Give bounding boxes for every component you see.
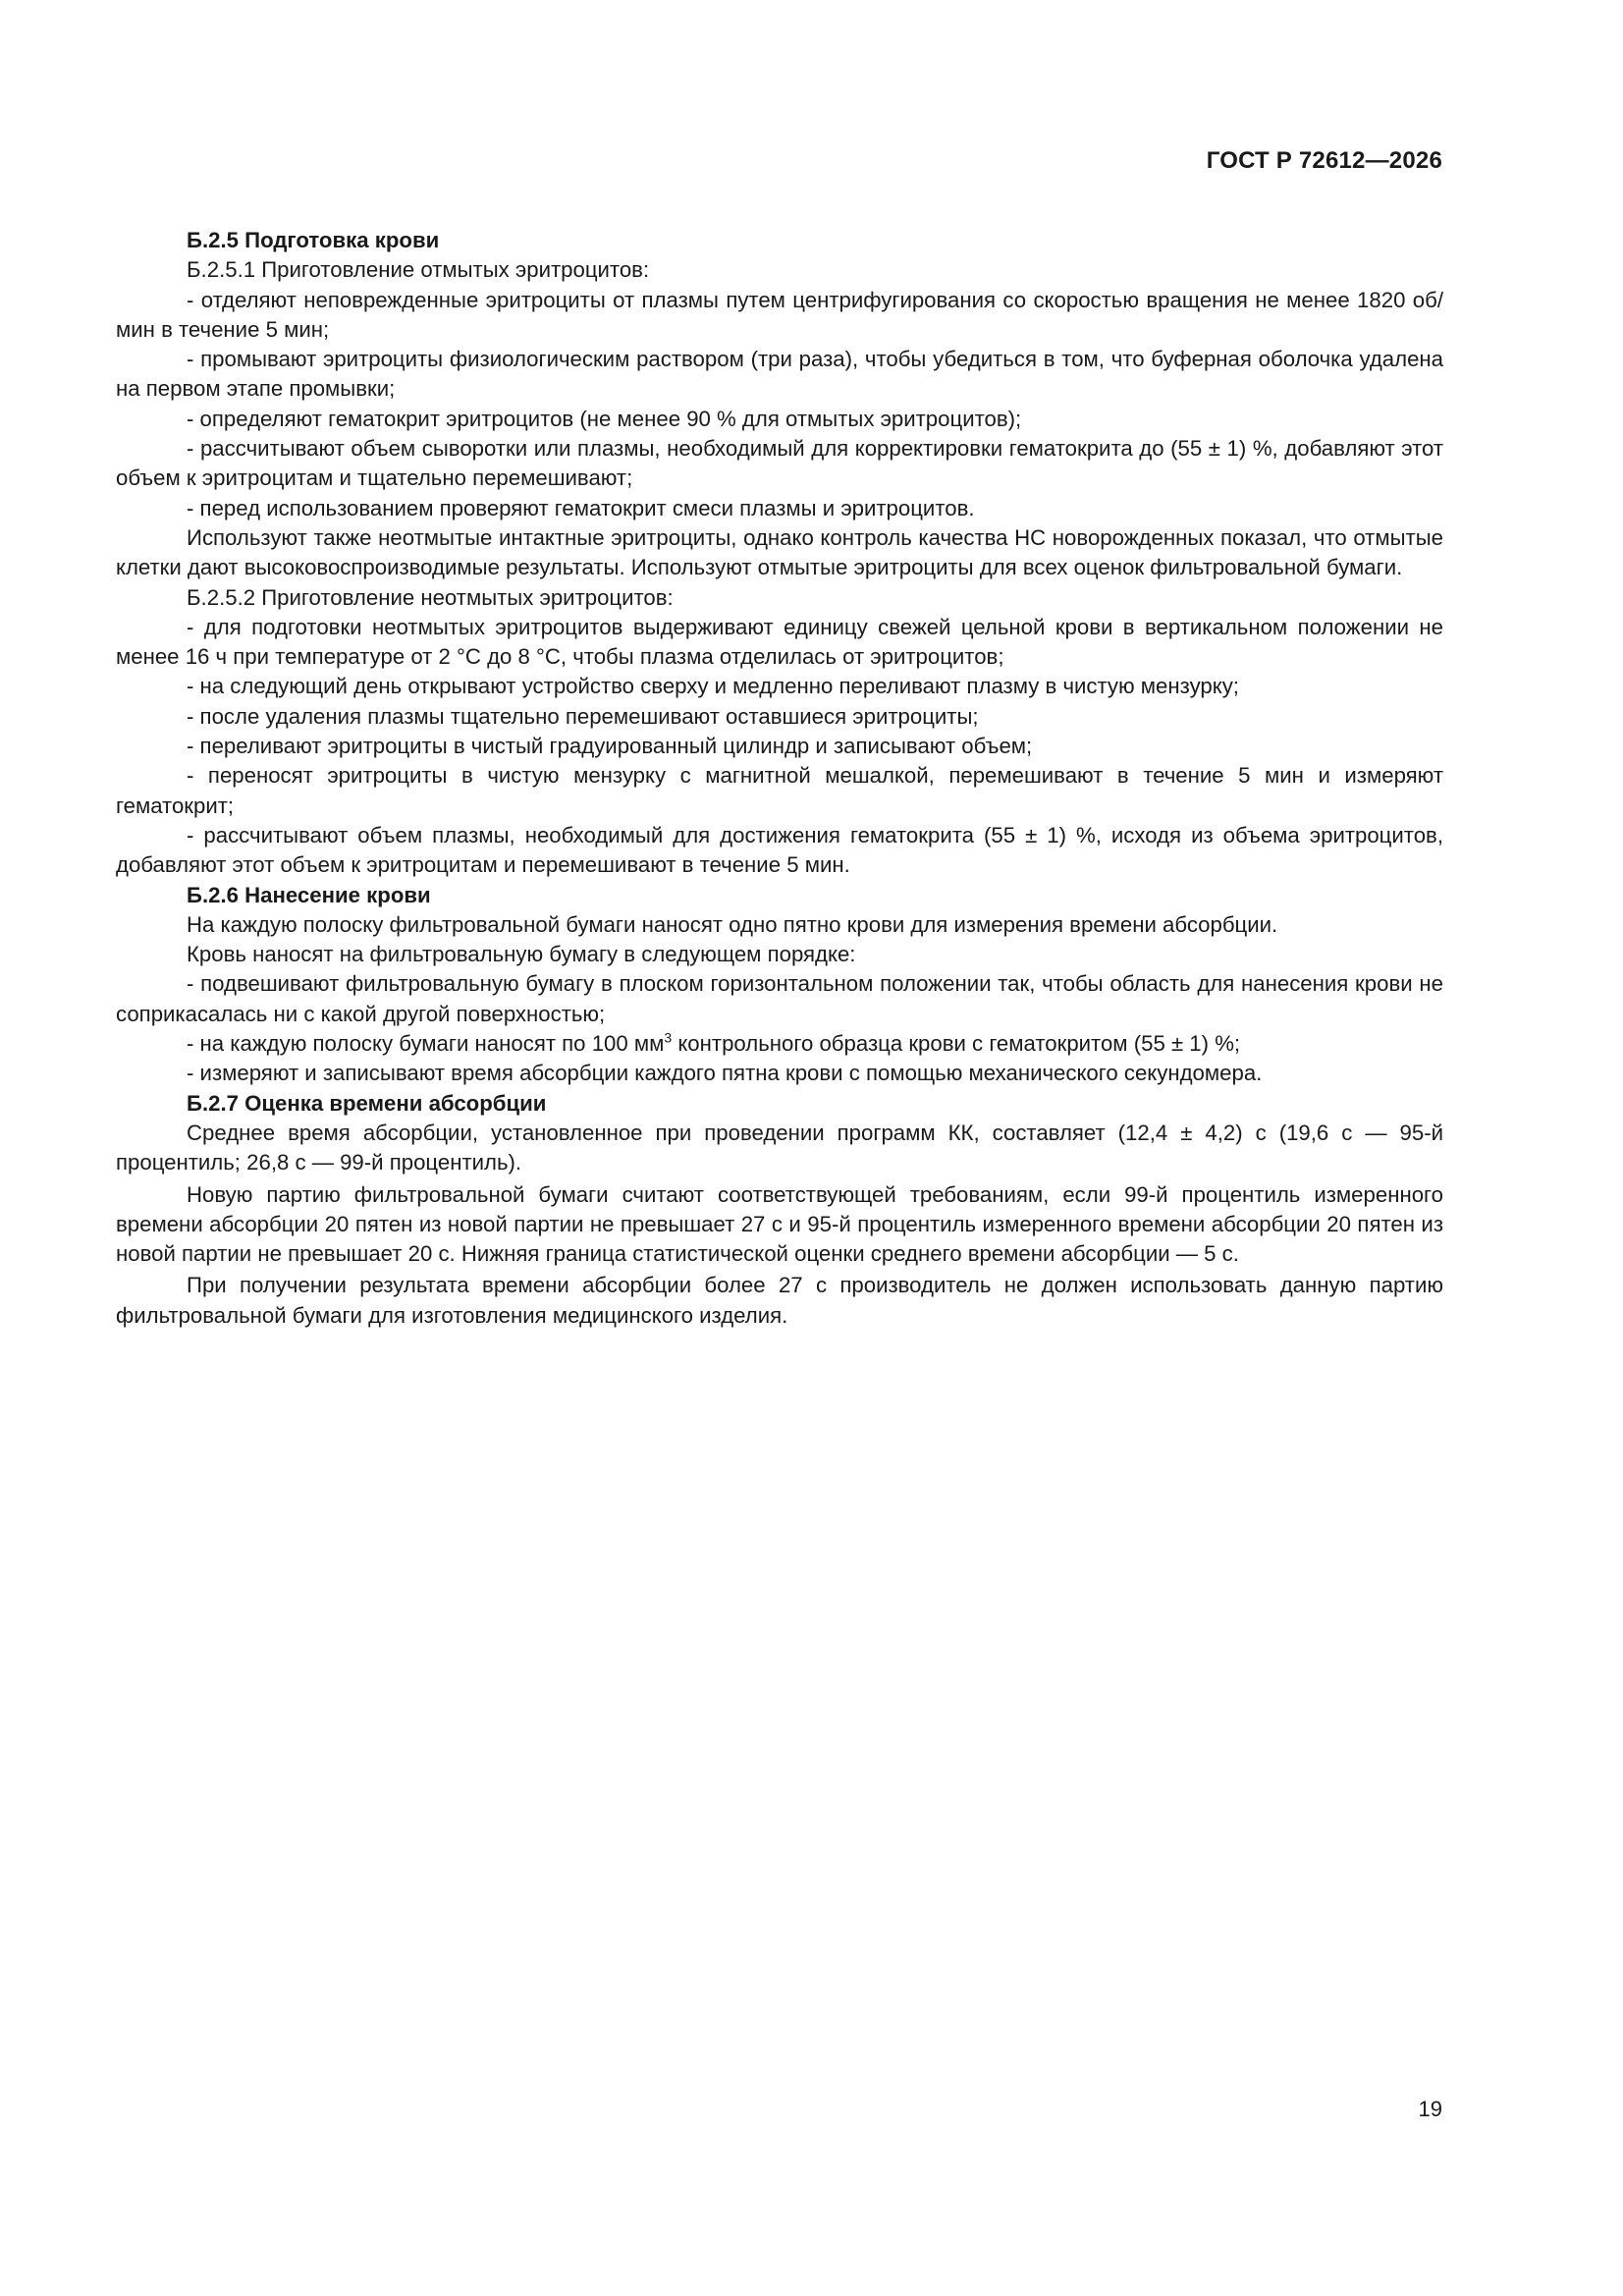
list-item: - отделяют неповрежденные эритроциты от плазмы путем центрифугирования со скоростью вращения не менее 1820 об/мин в течение 5 мин; [116, 287, 1443, 342]
list-item: - рассчитывают объем сыворотки или плазмы, необходимый для корректировки гематокрита до (55 ± 1) %, добавляют этот объем к эритроцитам и тщательно перемешивают; [116, 436, 1443, 491]
paragraph: Кровь наносят на фильтровальную бумагу в следующем порядке: [187, 942, 856, 967]
paragraph: Среднее время абсорбции, установленное при проведении программ КК, составляет (12,4 ± 4,2) с (19,6 с — 95-й процентиль; 26,8 с — 99-й процентиль). [116, 1120, 1443, 1175]
list-item: - подвешивают фильтровальную бумагу в плоском горизонтальном положении так, чтобы область для нанесения крови не соприкасалась ни с какой другой поверхностью; [116, 971, 1443, 1026]
list-item-text: - на каждую полоску бумаги наносят по 100 мм [187, 1031, 665, 1057]
list-item: - промывают эритроциты физиологическим раствором (три раза), чтобы убедиться в том, что буферная оболочка удалена на первом этапе промывки; [116, 347, 1443, 402]
list-item: - после удаления плазмы тщательно перемешивают оставшиеся эритроциты; [187, 703, 979, 729]
list-item: - перед использованием проверяют гематокрит смеси плазмы и эритроцитов. [187, 495, 975, 520]
paragraph: На каждую полоску фильтровальной бумаги наносят одно пятно крови для измерения времени абсорбции. [187, 911, 1278, 937]
subsection-title-b251: Б.2.5.1 Приготовление отмытых эритроцитов: [187, 257, 650, 283]
superscript: 3 [664, 1029, 673, 1046]
section-heading-b25: Б.2.5 Подготовка крови [187, 228, 440, 252]
paragraph: Используют также неотмытые интактные эритроциты, однако контроль качества НС новорожденных показал, что отмытые клетки дают высоковоспроизводимые результаты. Используют отмытые эритроциты для всех оценок фильтровальной бумаги. [116, 524, 1443, 580]
list-item: - для подготовки неотмытых эритроцитов выдерживают единицу свежей цельной крови в вертикальном положении не менее 16 ч при температуре от 2 °С до 8 °С, чтобы плазма отделилась от эритроцитов; [116, 614, 1443, 670]
list-item-text: контрольного образца крови с гематокритом (55 ± 1) %; [672, 1031, 1241, 1057]
list-item: - на следующий день открывают устройство сверху и медленно переливают плазму в чистую мензурку; [187, 674, 1239, 699]
subsection-title-b252: Б.2.5.2 Приготовление неотмытых эритроцитов: [187, 584, 674, 610]
section-heading-b27: Б.2.7 Оценка времени абсорбции [187, 1090, 547, 1116]
document-code-header: ГОСТ Р 72612—2026 [1206, 147, 1442, 174]
list-item: - рассчитывают объем плазмы, необходимый для достижения гематокрита (55 ± 1) %, исходя из объема эритроцитов, добавляют этот объем к эритроцитам и перемешивают в течение 5 мин. [116, 822, 1443, 878]
list-item: - измеряют и записывают время абсорбции каждого пятна крови с помощью механического секундомера. [187, 1061, 1263, 1086]
list-item: - переносят эритроциты в чистую мензурку с магнитной мешалкой, перемешивают в течение 5 мин и измеряют гематокрит; [116, 763, 1443, 818]
section-heading-b26: Б.2.6 Нанесение крови [187, 882, 431, 907]
document-body [116, 226, 1443, 1331]
list-item: - переливают эритроциты в чистый градуированный цилиндр и записывают объем; [187, 734, 1033, 759]
page-number: 19 [1418, 2097, 1442, 2121]
list-item [116, 1029, 1443, 1059]
paragraph: Новую партию фильтровальной бумаги считают соответствующей требованиям, если 99-й процентиль измеренного времени абсорбции 20 пятен из новой партии не превышает 27 с и 95-й процентиль измеренного времени абсорбции 20 пятен из новой партии не превышает 20 с. Нижняя граница статистической оценки среднего времени абсорбции — 5 с. [116, 1181, 1443, 1267]
paragraph: При получении результата времени абсорбции более 27 с производитель не должен использовать данную партию фильтровальной бумаги для изготовления медицинского изделия. [116, 1273, 1443, 1328]
list-item: - определяют гематокрит эритроцитов (не менее 90 % для отмытых эритроцитов); [187, 406, 1022, 431]
